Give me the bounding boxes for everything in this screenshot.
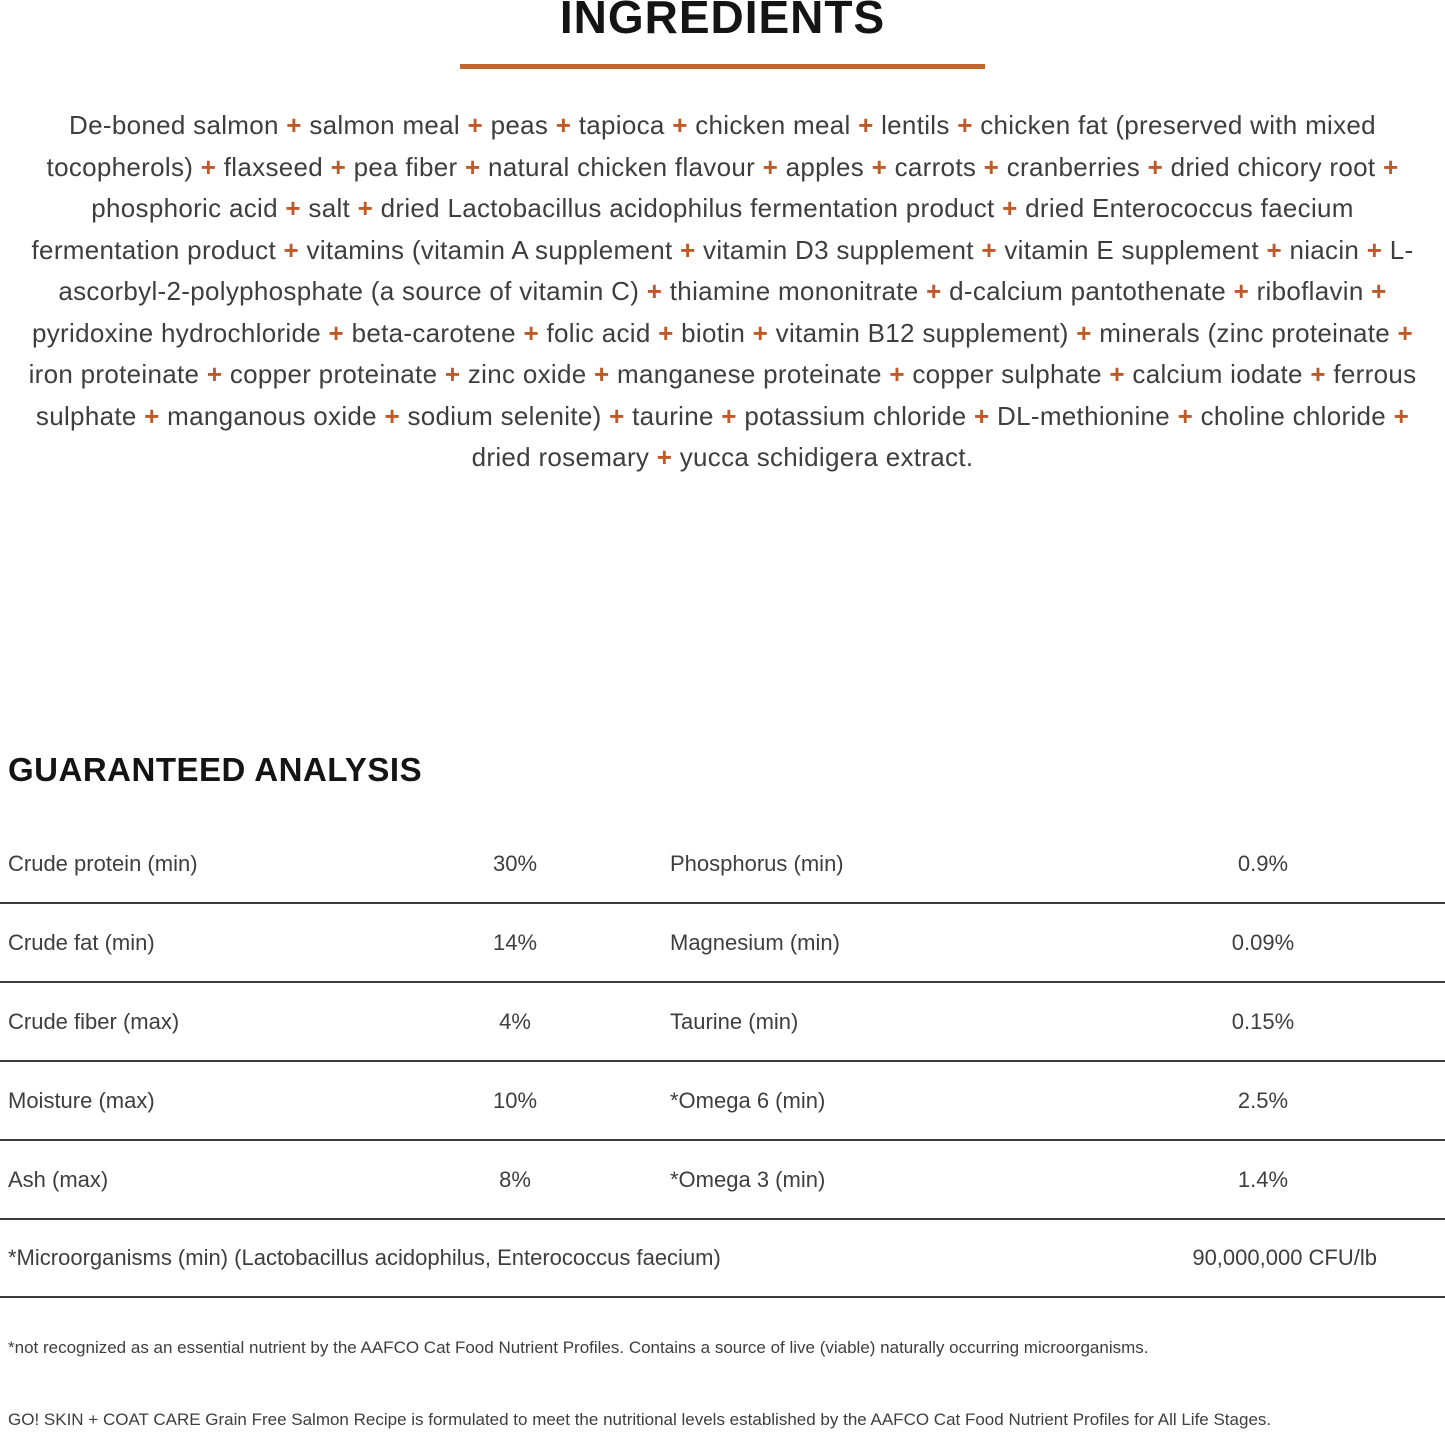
plus-separator: +	[983, 151, 1000, 182]
analysis-row	[0, 983, 1445, 1062]
ingredient-item: chicken fat (preserved with mixed tocopherols)	[46, 110, 1376, 182]
ingredient-item: tapioca	[578, 110, 665, 141]
plus-separator: +	[1076, 317, 1092, 348]
plus-separator: +	[1371, 276, 1387, 307]
ingredient-item: copper proteinate	[229, 359, 438, 390]
plus-separator: +	[1109, 359, 1125, 390]
analysis-right-label: *Omega 6 (min)	[670, 1087, 826, 1113]
plus-separator: +	[206, 359, 223, 390]
ingredient-item: biotin	[681, 317, 746, 348]
plus-separator: +	[871, 151, 888, 182]
ingredient-item: taurine	[632, 400, 714, 431]
plus-separator: +	[286, 110, 302, 141]
analysis-right-value: 0.09%	[1231, 929, 1295, 955]
ingredient-item: calcium iodate	[1132, 359, 1303, 390]
analysis-row	[0, 1141, 1445, 1220]
ingredients-title: INGREDIENTS	[559, 0, 886, 43]
ingredient-item: dried chicory root	[1170, 151, 1376, 182]
analysis-row	[0, 825, 1445, 904]
plus-separator: +	[1002, 193, 1018, 224]
analysis-left-label: Crude fiber (max)	[8, 1008, 180, 1034]
plus-separator: +	[467, 110, 484, 141]
plus-separator: +	[1177, 400, 1194, 431]
analysis-left-value: 4%	[499, 1008, 531, 1034]
footnote-aafco-microorganisms: *not recognized as an essential nutrient by the AAFCO Cat Food Nutrient Profiles. Contains a source of live (viable) naturally occurring microorganisms.	[8, 1338, 1149, 1357]
ingredient-item: salt	[308, 193, 351, 224]
plus-separator: +	[330, 151, 347, 182]
plus-separator: +	[1147, 151, 1164, 182]
plus-separator: +	[680, 234, 696, 265]
ingredient-item: vitamin D3 supplement	[703, 234, 974, 265]
plus-separator: +	[672, 110, 688, 141]
footnote-formulation-statement: GO! SKIN + COAT CARE Grain Free Salmon Recipe is formulated to meet the nutritional levels established by the AAFCO Cat Food Nutrient Profiles for All Life Stages.	[8, 1409, 1272, 1429]
ingredient-item: iron proteinate	[28, 359, 200, 390]
microorganisms-label: *Microorganisms (min) (Lactobacillus acidophilus, Enterococcus faecium)	[8, 1245, 721, 1270]
analysis-left-value: 10%	[492, 1087, 538, 1113]
analysis-right-value: 2.5%	[1237, 1087, 1289, 1113]
analysis-right-label: Phosphorus (min)	[670, 850, 844, 876]
ingredient-item: minerals (zinc proteinate	[1099, 317, 1390, 348]
ingredient-item: sodium selenite)	[407, 400, 602, 431]
ingredient-item: lentils	[881, 110, 950, 141]
plus-separator: +	[328, 317, 345, 348]
microorganisms-value: 90,000,000 CFU/lb	[1192, 1245, 1377, 1270]
ingredient-item: manganese proteinate	[617, 359, 882, 390]
analysis-left-label: Crude protein (min)	[8, 850, 198, 876]
ingredient-item: manganous oxide	[167, 400, 377, 431]
ingredient-item: peas	[490, 110, 549, 141]
plus-separator: +	[465, 151, 481, 182]
plus-separator: +	[384, 400, 400, 431]
analysis-right-label: Magnesium (min)	[670, 929, 840, 955]
ingredient-item: dried rosemary	[471, 442, 650, 473]
ingredient-item: choline chloride	[1200, 400, 1387, 431]
ingredient-item: riboflavin	[1256, 276, 1364, 307]
plus-separator: +	[1310, 359, 1326, 390]
plus-separator: +	[1393, 400, 1410, 431]
ingredient-item: DL-methionine	[997, 400, 1171, 431]
plus-separator: +	[200, 151, 217, 182]
ingredient-item: flaxseed	[223, 151, 324, 182]
ingredient-item: dried Lactobacillus acidophilus fermentation product	[380, 193, 995, 224]
plus-separator: +	[721, 400, 737, 431]
analysis-right-label: Taurine (min)	[670, 1008, 799, 1034]
guaranteed-analysis-section	[0, 751, 1445, 1298]
ingredient-item: dried Enterococcus faecium fermentation product	[31, 193, 1354, 265]
analysis-right-label: *Omega 3 (min)	[670, 1166, 826, 1192]
plus-separator: +	[858, 110, 874, 141]
ingredient-item: De-boned salmon	[69, 110, 279, 141]
analysis-row	[0, 904, 1445, 983]
plus-separator: +	[752, 317, 769, 348]
analysis-row	[0, 1062, 1445, 1141]
ingredient-item: natural chicken flavour	[488, 151, 756, 182]
guaranteed-analysis-title: GUARANTEED ANALYSIS	[8, 751, 423, 788]
plus-separator: +	[609, 400, 625, 431]
plus-separator: +	[555, 110, 572, 141]
ingredient-item: thiamine mononitrate	[669, 276, 919, 307]
ingredient-item: carrots	[894, 151, 977, 182]
ingredient-item: potassium chloride	[744, 400, 967, 431]
plus-separator: +	[974, 400, 990, 431]
ingredient-item: pyridoxine hydrochloride	[31, 317, 322, 348]
analysis-left-label: Ash (max)	[8, 1166, 109, 1192]
plus-separator: +	[444, 359, 461, 390]
ingredient-item: pea fiber	[353, 151, 458, 182]
analysis-left-label: Crude fat (min)	[8, 929, 155, 955]
plus-separator: +	[656, 442, 673, 473]
ingredient-item: vitamin E supplement	[1004, 234, 1259, 265]
ingredient-item: chicken meal	[695, 110, 851, 141]
plus-separator: +	[523, 317, 539, 348]
ingredient-item: niacin	[1289, 234, 1360, 265]
plus-separator: +	[1266, 234, 1282, 265]
plus-separator: +	[658, 317, 674, 348]
plus-separator: +	[646, 276, 663, 307]
plus-separator: +	[1397, 317, 1414, 348]
ingredient-item: yucca schidigera extract.	[679, 442, 974, 473]
plus-separator: +	[926, 276, 942, 307]
plus-separator: +	[1366, 234, 1383, 265]
microorganisms-row	[0, 1220, 1445, 1298]
ingredient-item: L-ascorbyl-2-polyphosphate (a source of vitamin C)	[58, 234, 1414, 307]
ingredient-item: cranberries	[1006, 151, 1141, 182]
analysis-left-label: Moisture (max)	[8, 1087, 155, 1113]
analysis-right-value: 0.9%	[1237, 850, 1289, 876]
plus-separator: +	[889, 359, 905, 390]
plus-separator: +	[285, 193, 301, 224]
analysis-left-value: 8%	[499, 1166, 531, 1192]
plus-separator: +	[981, 234, 997, 265]
ingredient-item: vitamin B12 supplement)	[775, 317, 1069, 348]
plus-separator: +	[357, 193, 374, 224]
ingredient-item: copper sulphate	[912, 359, 1102, 390]
plus-separator: +	[144, 400, 160, 431]
analysis-right-value: 1.4%	[1237, 1166, 1289, 1192]
analysis-right-value: 0.15%	[1231, 1008, 1295, 1034]
analysis-left-value: 14%	[492, 929, 538, 955]
ingredient-item: vitamins (vitamin A supplement	[306, 234, 673, 265]
plus-separator: +	[283, 234, 300, 265]
plus-separator: +	[594, 359, 610, 390]
ingredients-text	[3, 105, 1443, 479]
ingredient-item: apples	[785, 151, 865, 182]
analysis-left-value: 30%	[492, 850, 538, 876]
ingredient-item: ferrous sulphate	[35, 359, 1417, 431]
accent-divider-rule	[460, 64, 985, 69]
plus-separator: +	[957, 110, 973, 141]
ingredient-item: beta-carotene	[351, 317, 516, 348]
plus-separator: +	[762, 151, 779, 182]
ingredient-item: phosphoric acid	[91, 193, 278, 224]
ingredient-item: d-calcium pantothenate	[949, 276, 1227, 307]
analysis-table	[0, 825, 1445, 1298]
ingredient-item: zinc oxide	[467, 359, 587, 390]
ingredient-item: folic acid	[546, 317, 651, 348]
plus-separator: +	[1382, 151, 1399, 182]
ingredient-item: salmon meal	[309, 110, 461, 141]
plus-separator: +	[1233, 276, 1250, 307]
